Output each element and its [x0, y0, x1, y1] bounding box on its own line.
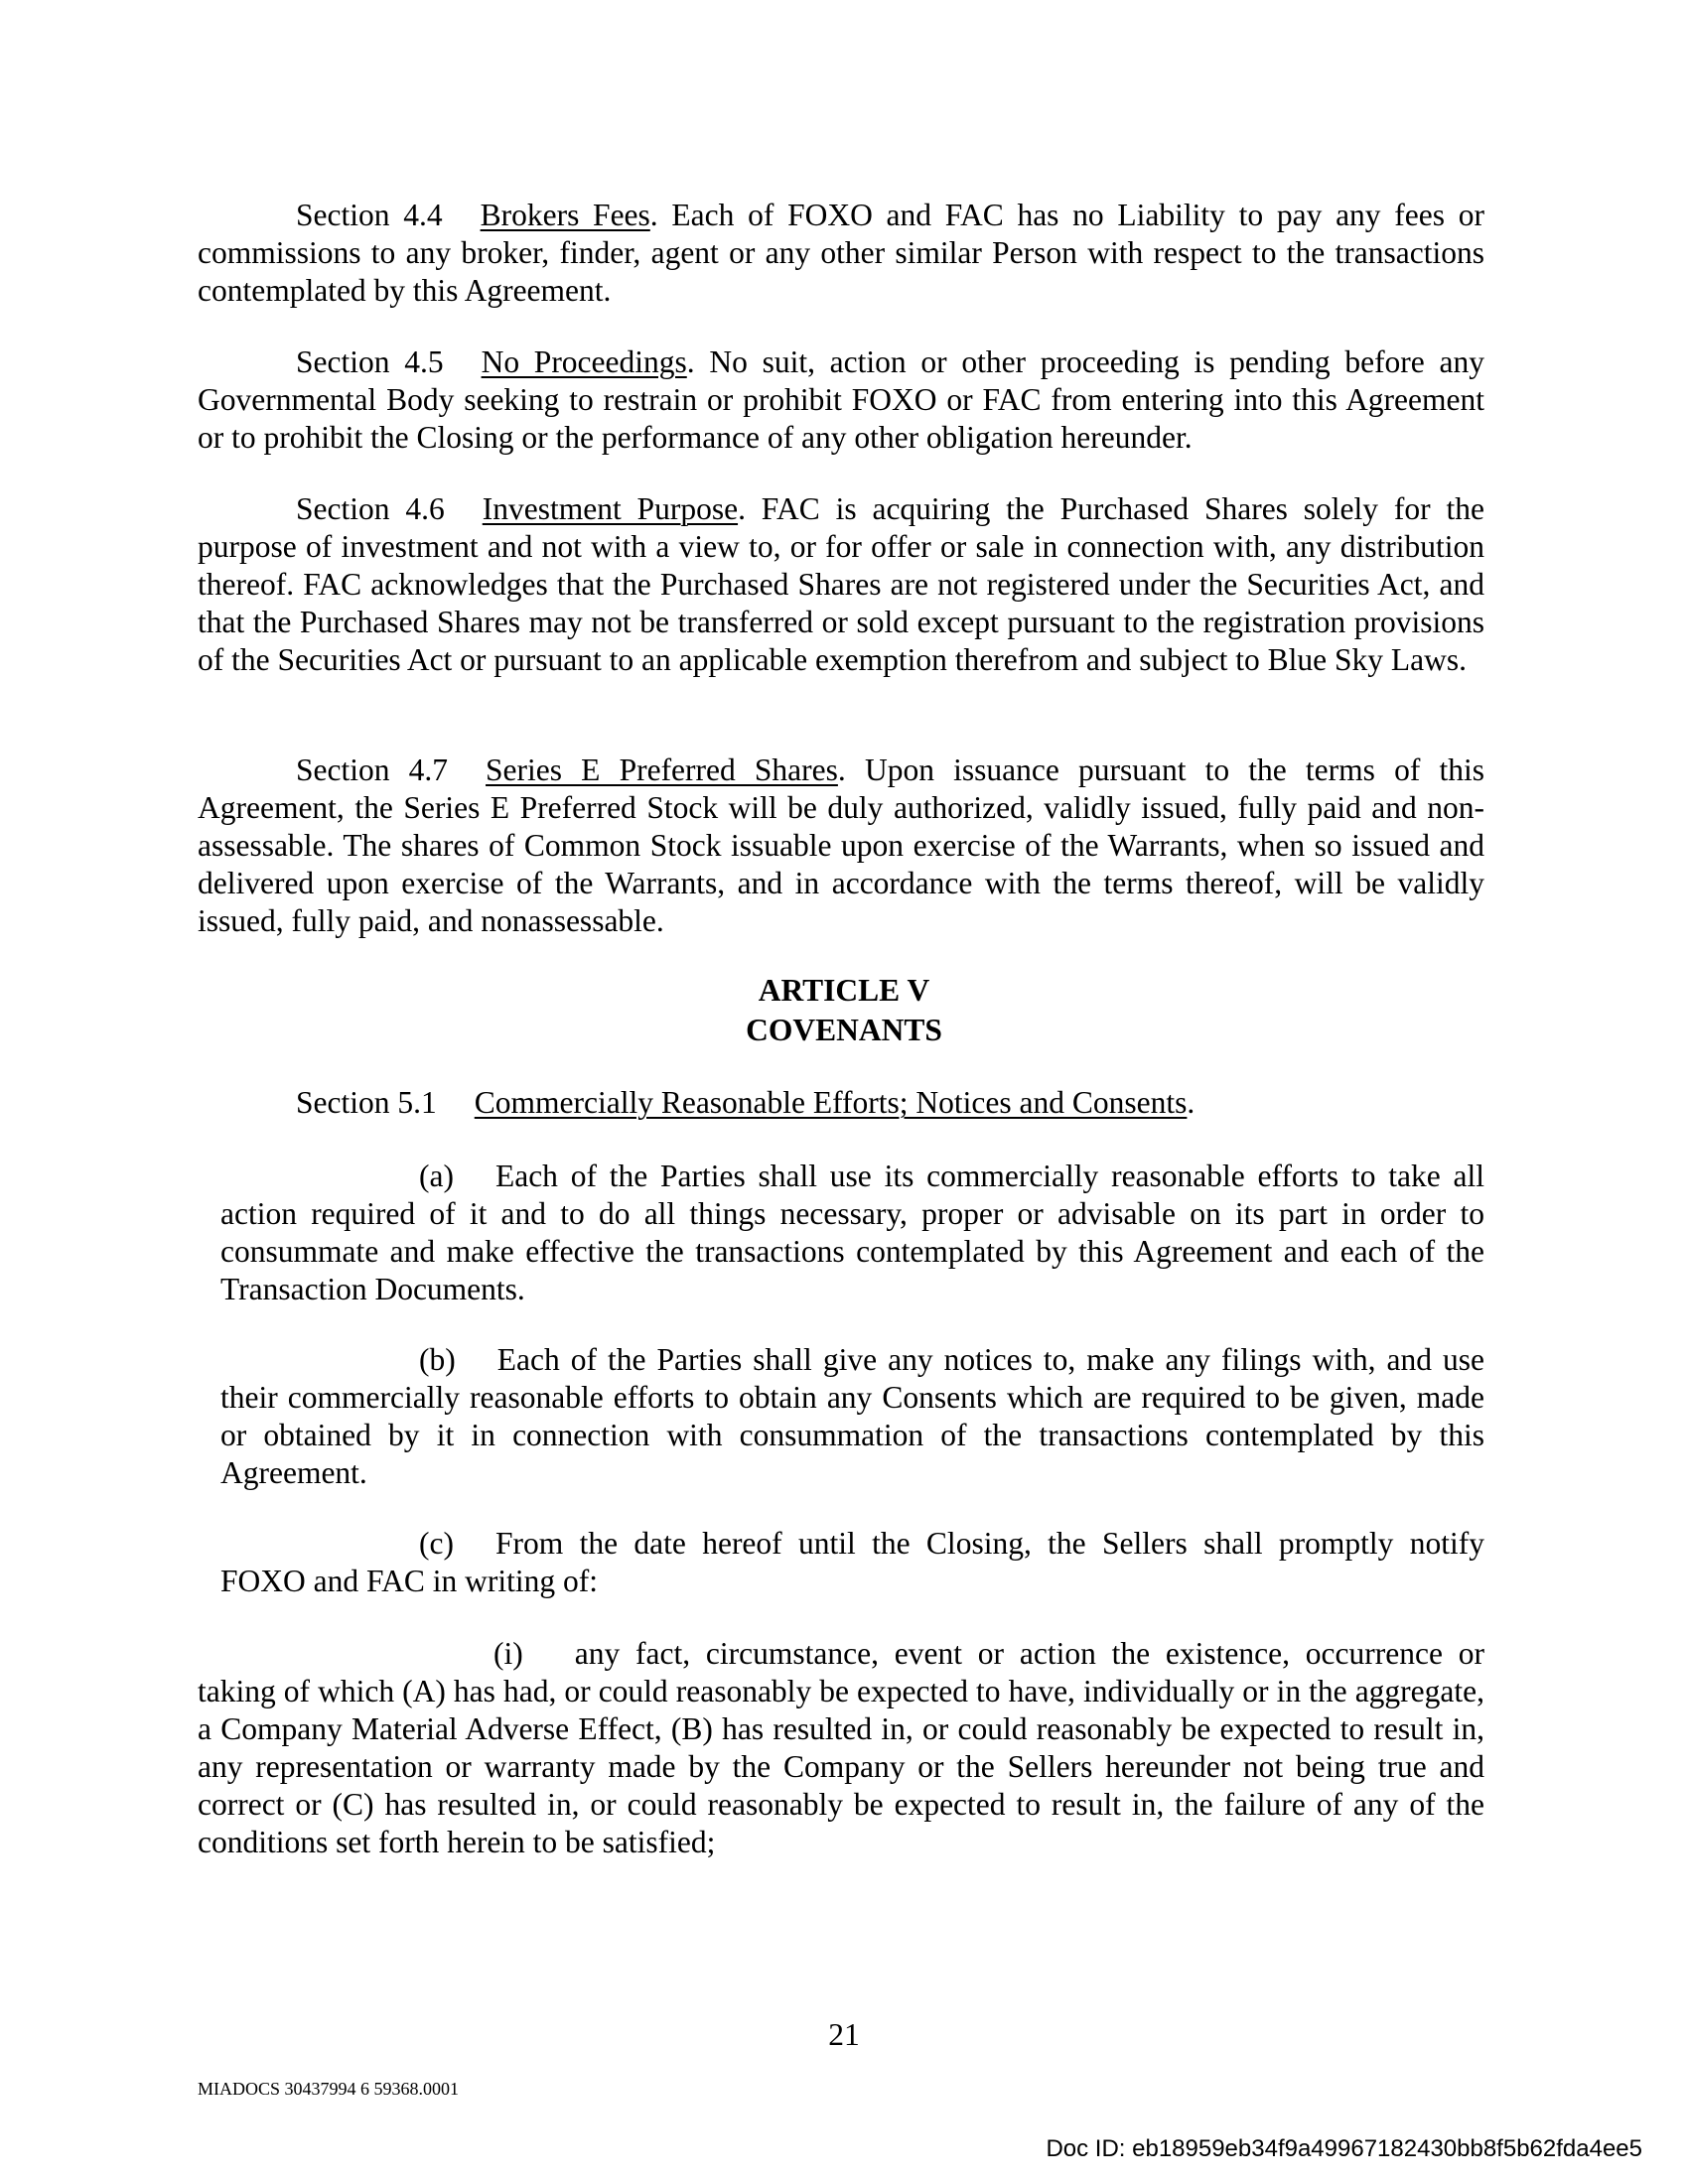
section-5-1 — [296, 1084, 1195, 1122]
section-label: Section 5.1 — [296, 1085, 437, 1120]
article-title: COVENANTS — [746, 1013, 942, 1047]
subsection-b — [220, 1341, 1484, 1492]
section-title: Brokers Fees — [480, 198, 650, 232]
document-reference: MIADOCS 30437994 6 59368.0001 — [198, 2079, 460, 2099]
clause-marker: (i) — [493, 1636, 523, 1671]
section-4-5 — [198, 343, 1484, 457]
section-title: Commercially Reasonable Efforts; Notices and Consents — [474, 1085, 1188, 1120]
section-body: . Each of FOXO and FAC has no Liability to pay any fees or commissions to any broker, finder, agent or any other similar Person with respect to the transactions contemplated by this Agreement. — [198, 198, 1484, 308]
subsection-marker: (b) — [419, 1342, 456, 1377]
subsection-body: From the date hereof until the Closing, the Sellers shall promptly notify FOXO and FAC in writing of: — [220, 1526, 1484, 1598]
section-label: Section 4.5 — [296, 344, 444, 379]
section-title-end: . — [1187, 1085, 1196, 1120]
section-4-4 — [198, 197, 1484, 310]
section-body: . No suit, action or other proceeding is pending before any Governmental Body seeking to restrain or prohibit FOXO or FAC from entering into this Agreement or to prohibit the Closing or the performance of any other obligation hereunder. — [198, 344, 1484, 455]
section-4-6 — [198, 490, 1484, 679]
section-title: Investment Purpose — [482, 491, 739, 526]
subsection-body: Each of the Parties shall give any notices to, make any filings with, and use their commercially reasonable efforts to obtain any Consents which are required to be given, made or obtained by it in connection with consummation of the transactions contemplated by this Agreement. — [220, 1342, 1484, 1490]
section-label: Section 4.7 — [296, 752, 449, 787]
section-title: No Proceedings — [481, 344, 687, 379]
section-title: Series E Preferred Shares — [486, 752, 838, 787]
section-label: Section 4.4 — [296, 198, 443, 232]
section-label: Section 4.6 — [296, 491, 445, 526]
subsection-marker: (c) — [419, 1526, 454, 1561]
section-4-7 — [198, 751, 1484, 940]
subsection-body: Each of the Parties shall use its commercially reasonable efforts to take all action required of it and to do all things necessary, proper or advisable on its part in order to consummate and make effective the transactions contemplated by this Agreement and each of the Transaction Documents. — [220, 1159, 1484, 1306]
page-number: 21 — [828, 2017, 860, 2052]
article-number: ARTICLE V — [758, 973, 930, 1008]
section-body: . Upon issuance pursuant to the terms of this Agreement, the Series E Preferred Stock will be duly authorized, validly issued, fully paid and non-assessable. The shares of Common Stock issuable upon exercise of the Warrants, when so issued and delivered upon exercise of the Warrants, and in accordance with the terms thereof, will be validly issued, fully paid, and nonassessable. — [198, 752, 1484, 938]
clause-body: any fact, circumstance, event or action the existence, occurrence or taking of which (A) has had, or could reasonably be expected to have, individually or in the aggregate, a Company Material Adverse Effect, (B) has resulted in, or could reasonably be expected to result in, any representation or warranty made by the Company or the Sellers hereunder not being true and correct or (C) has resulted in, or could reasonably be expected to result in, the failure of any of the conditions set forth herein to be satisfied; — [198, 1636, 1484, 1859]
subsection-marker: (a) — [419, 1159, 454, 1193]
subsection-a — [220, 1158, 1484, 1308]
clause-i — [198, 1635, 1484, 1861]
section-body: . FAC is acquiring the Purchased Shares solely for the purpose of investment and not with a view to, or for offer or sale in connection with, any distribution thereof. FAC acknowledges that the Purchased Shares are not registered under the Securities Act, and that the Purchased Shares may not be transferred or sold except pursuant to the registration provisions of the Securities Act or pursuant to an applicable exemption therefrom and subject to Blue Sky Laws. — [198, 491, 1484, 677]
subsection-c — [220, 1525, 1484, 1600]
doc-id: Doc ID: eb18959eb34f9a49967182430bb8f5b62fda4ee5 — [1046, 2135, 1642, 2162]
